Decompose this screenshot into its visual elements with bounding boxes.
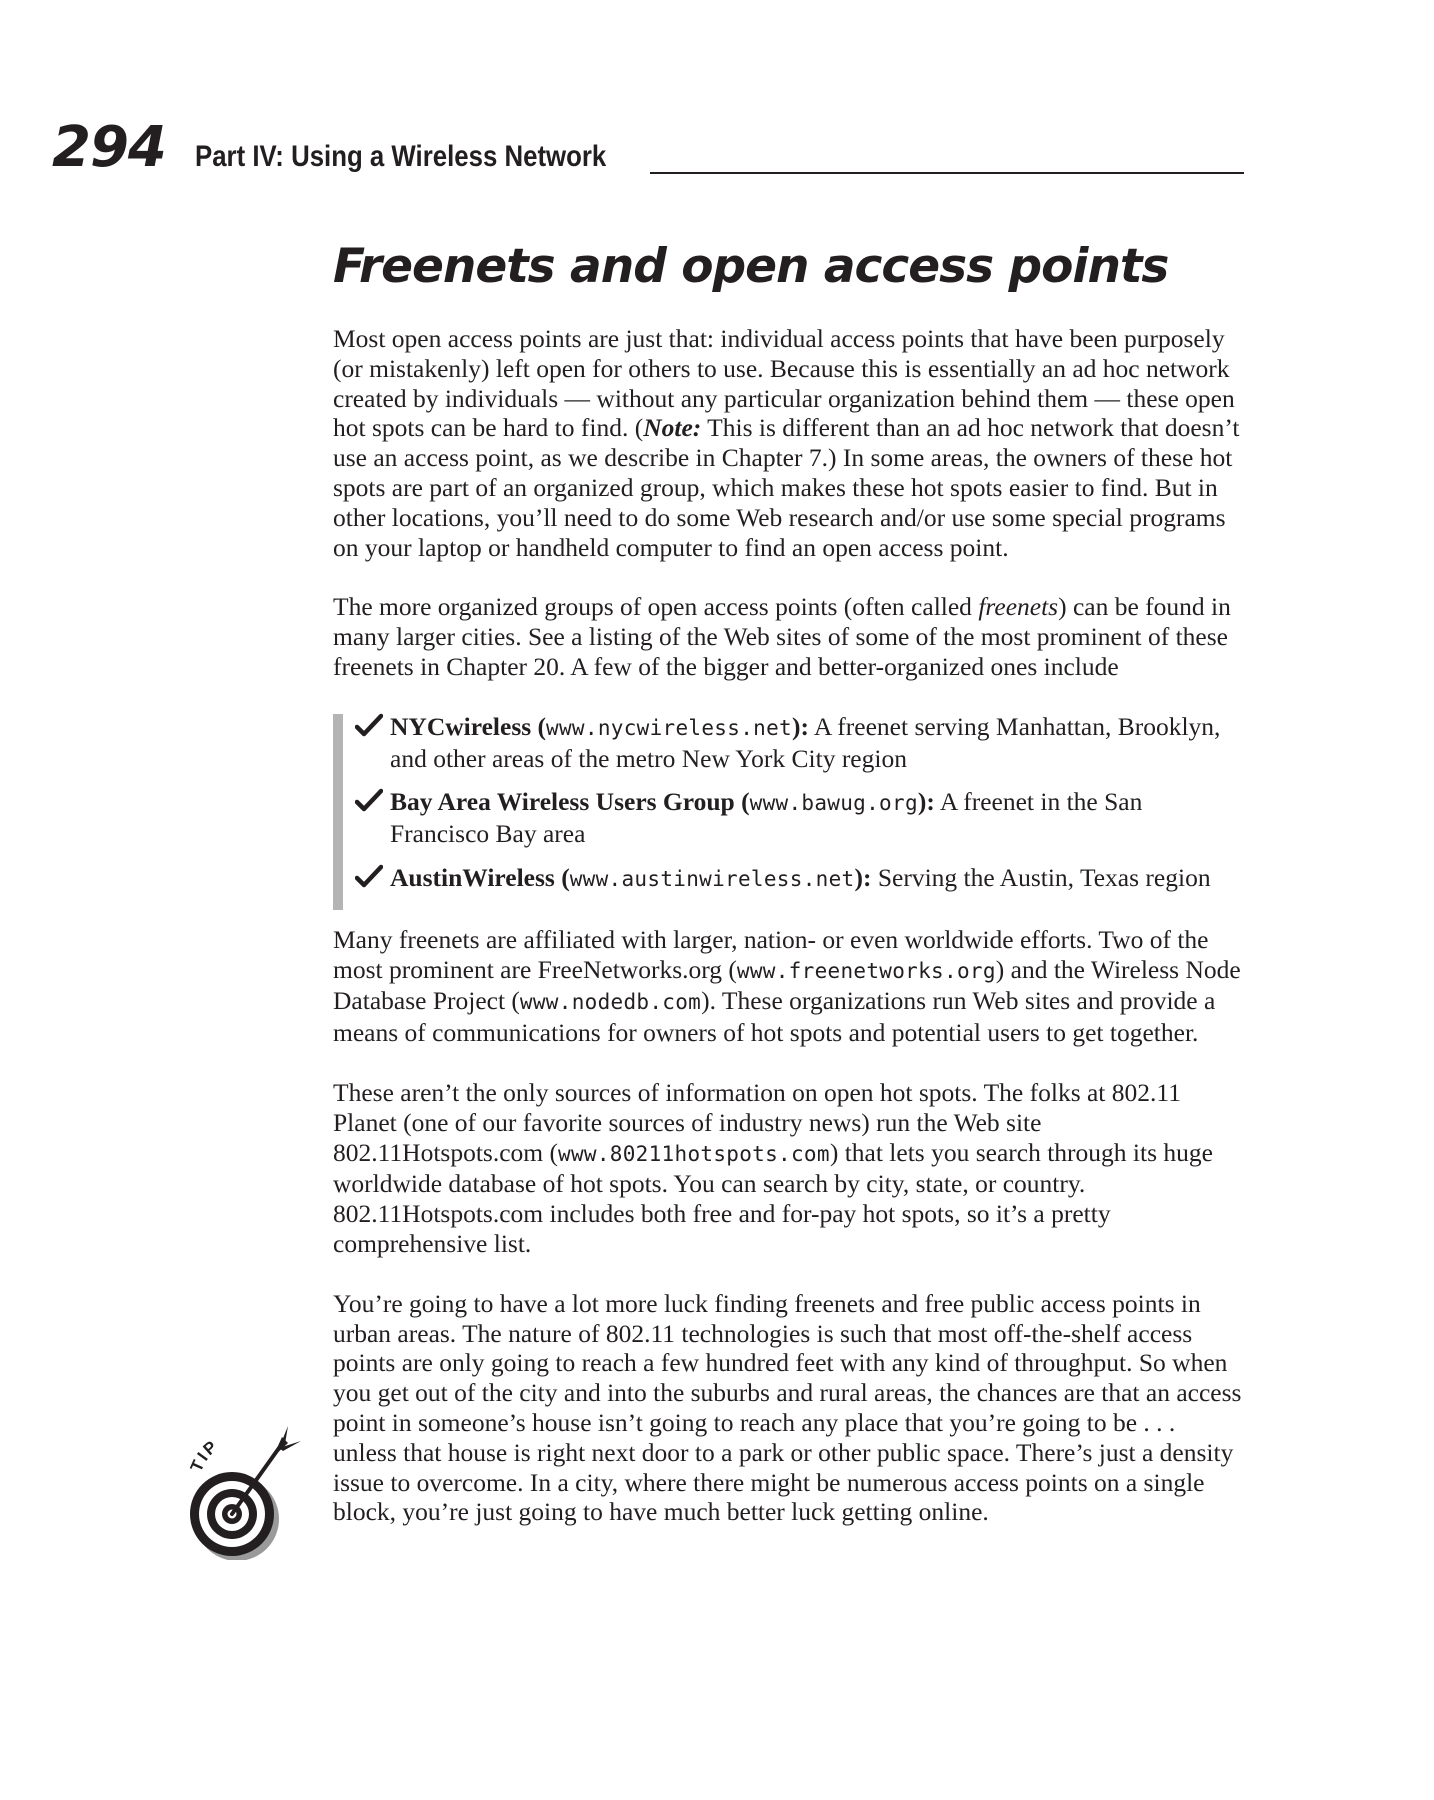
paren-open: ( <box>734 787 750 817</box>
freenet-list <box>333 712 1245 895</box>
freenet-url: www.nycwireless.net <box>546 715 792 740</box>
freenet-description: Serving the Austin, Texas region <box>871 863 1211 892</box>
list-item <box>333 787 1245 849</box>
tip-target-icon <box>185 1420 305 1560</box>
paragraph-text: This is different than an ad hoc network that doesn’t use an access point, as we describe in Chapter 7.) In some areas, the owners of these hot spots are part of an organized group, which makes these hot spots easier to find. But in other locations, you’ll need to do some Web research and/or use some special programs on your laptop or handheld computer to find an open access point. <box>333 413 1240 562</box>
freenet-description: A freenet serving Manhattan, Brooklyn, and other areas of the metro New York City region <box>390 711 1221 773</box>
paragraph-hotspots-sources <box>333 1078 1245 1259</box>
tip-paragraph: You’re going to have a lot more luck finding freenets and free public access points in urban areas. The nature of 802.11 technologies is such that most off-the-shelf access points are only going to reach a few hundred feet with any kind of throughput. So when you get out of the city and into the suburbs and rural areas, the chances are that an access point in someone’s house isn’t going to reach any place that you’re going to be . . . unless that house is right next door to a park or other public space. There’s just a density issue to overcome. In a city, where there might be numerous access points on a single block, you’re just going to have much better luck getting online. <box>333 1288 1242 1527</box>
svg-text:TIP <box>187 1436 222 1475</box>
freenet-name: NYCwireless <box>390 711 532 741</box>
url-nodedb: www.nodedb.com <box>519 990 702 1015</box>
paragraph-text: ) that lets you search through its huge worldwide database of hot spots. You can search by city, state, or country. 802.11Hotspots.com includes both free and for-pay hot spots, so it’s a pretty comprehensive list. <box>333 1137 1213 1258</box>
section-heading: Freenets and open access points <box>333 239 1169 294</box>
url-freenetworks: www.freenetworks.org <box>736 958 996 983</box>
paragraph-freenets <box>333 592 1245 681</box>
paragraph-text: ). These organizations run Web sites and provide a means of communications for owners of hot spots and potential users to get together. <box>333 986 1216 1048</box>
checkmark-icon <box>355 864 383 890</box>
list-item <box>333 712 1245 774</box>
running-head: Part IV: Using a Wireless Network <box>195 140 607 173</box>
paragraph-open-access-points <box>333 324 1245 562</box>
checkmark-icon <box>355 713 383 739</box>
paragraph-text: ) and the Wireless Node Database Project ( <box>333 954 1241 1016</box>
paren-close: ): <box>917 787 935 817</box>
page-number: 294 <box>52 115 166 180</box>
freenet-description: A freenet in the San Francisco Bay area <box>390 787 1143 849</box>
paragraph-text: These aren’t the only sources of information on open hot spots. The folks at 802.11 Planet (one of our favorite sources of industry news) run the Web site 802.11Hotspots.com ( <box>333 1077 1181 1167</box>
paragraph-text: Most open access points are just that: individual access points that have been purposely (or mistakenly) left open for others to use. Because this is essentially an ad hoc network created by individuals — without any particular organization behind them — these open hot spots can be hard to find. ( <box>333 324 1235 443</box>
freenet-url: www.bawug.org <box>749 791 918 816</box>
list-item <box>333 863 1245 895</box>
freenet-name: AustinWireless <box>390 863 555 892</box>
paren-close: ): <box>854 863 872 892</box>
page-body <box>333 240 1245 1557</box>
term-freenets: freenets <box>978 592 1059 622</box>
paragraph-text: Many freenets are affiliated with larger, nation- or even worldwide efforts. Two of the most prominent are FreeNetworks.org ( <box>333 924 1209 984</box>
paren-open: ( <box>554 863 570 892</box>
note-label: Note: <box>643 413 702 443</box>
url-80211hotspots: www.80211hotspots.com <box>558 1141 830 1166</box>
header-rule <box>650 172 1244 174</box>
freenet-name: Bay Area Wireless Users Group <box>390 787 735 817</box>
freenet-url: www.austinwireless.net <box>569 867 855 891</box>
paragraph-affiliations <box>333 925 1245 1048</box>
paragraph-text: The more organized groups of open access points (often called <box>333 592 979 622</box>
paragraph-text: ) can be found in many larger cities. See a listing of the Web sites of some of the most prominent of these freenets in Chapter 20. A few of the bigger and better-organized ones include <box>333 592 1231 682</box>
paren-close: ): <box>791 711 809 741</box>
checkmark-icon <box>355 788 383 814</box>
tip-label: TIP <box>186 1435 223 1475</box>
paren-open: ( <box>531 711 547 741</box>
